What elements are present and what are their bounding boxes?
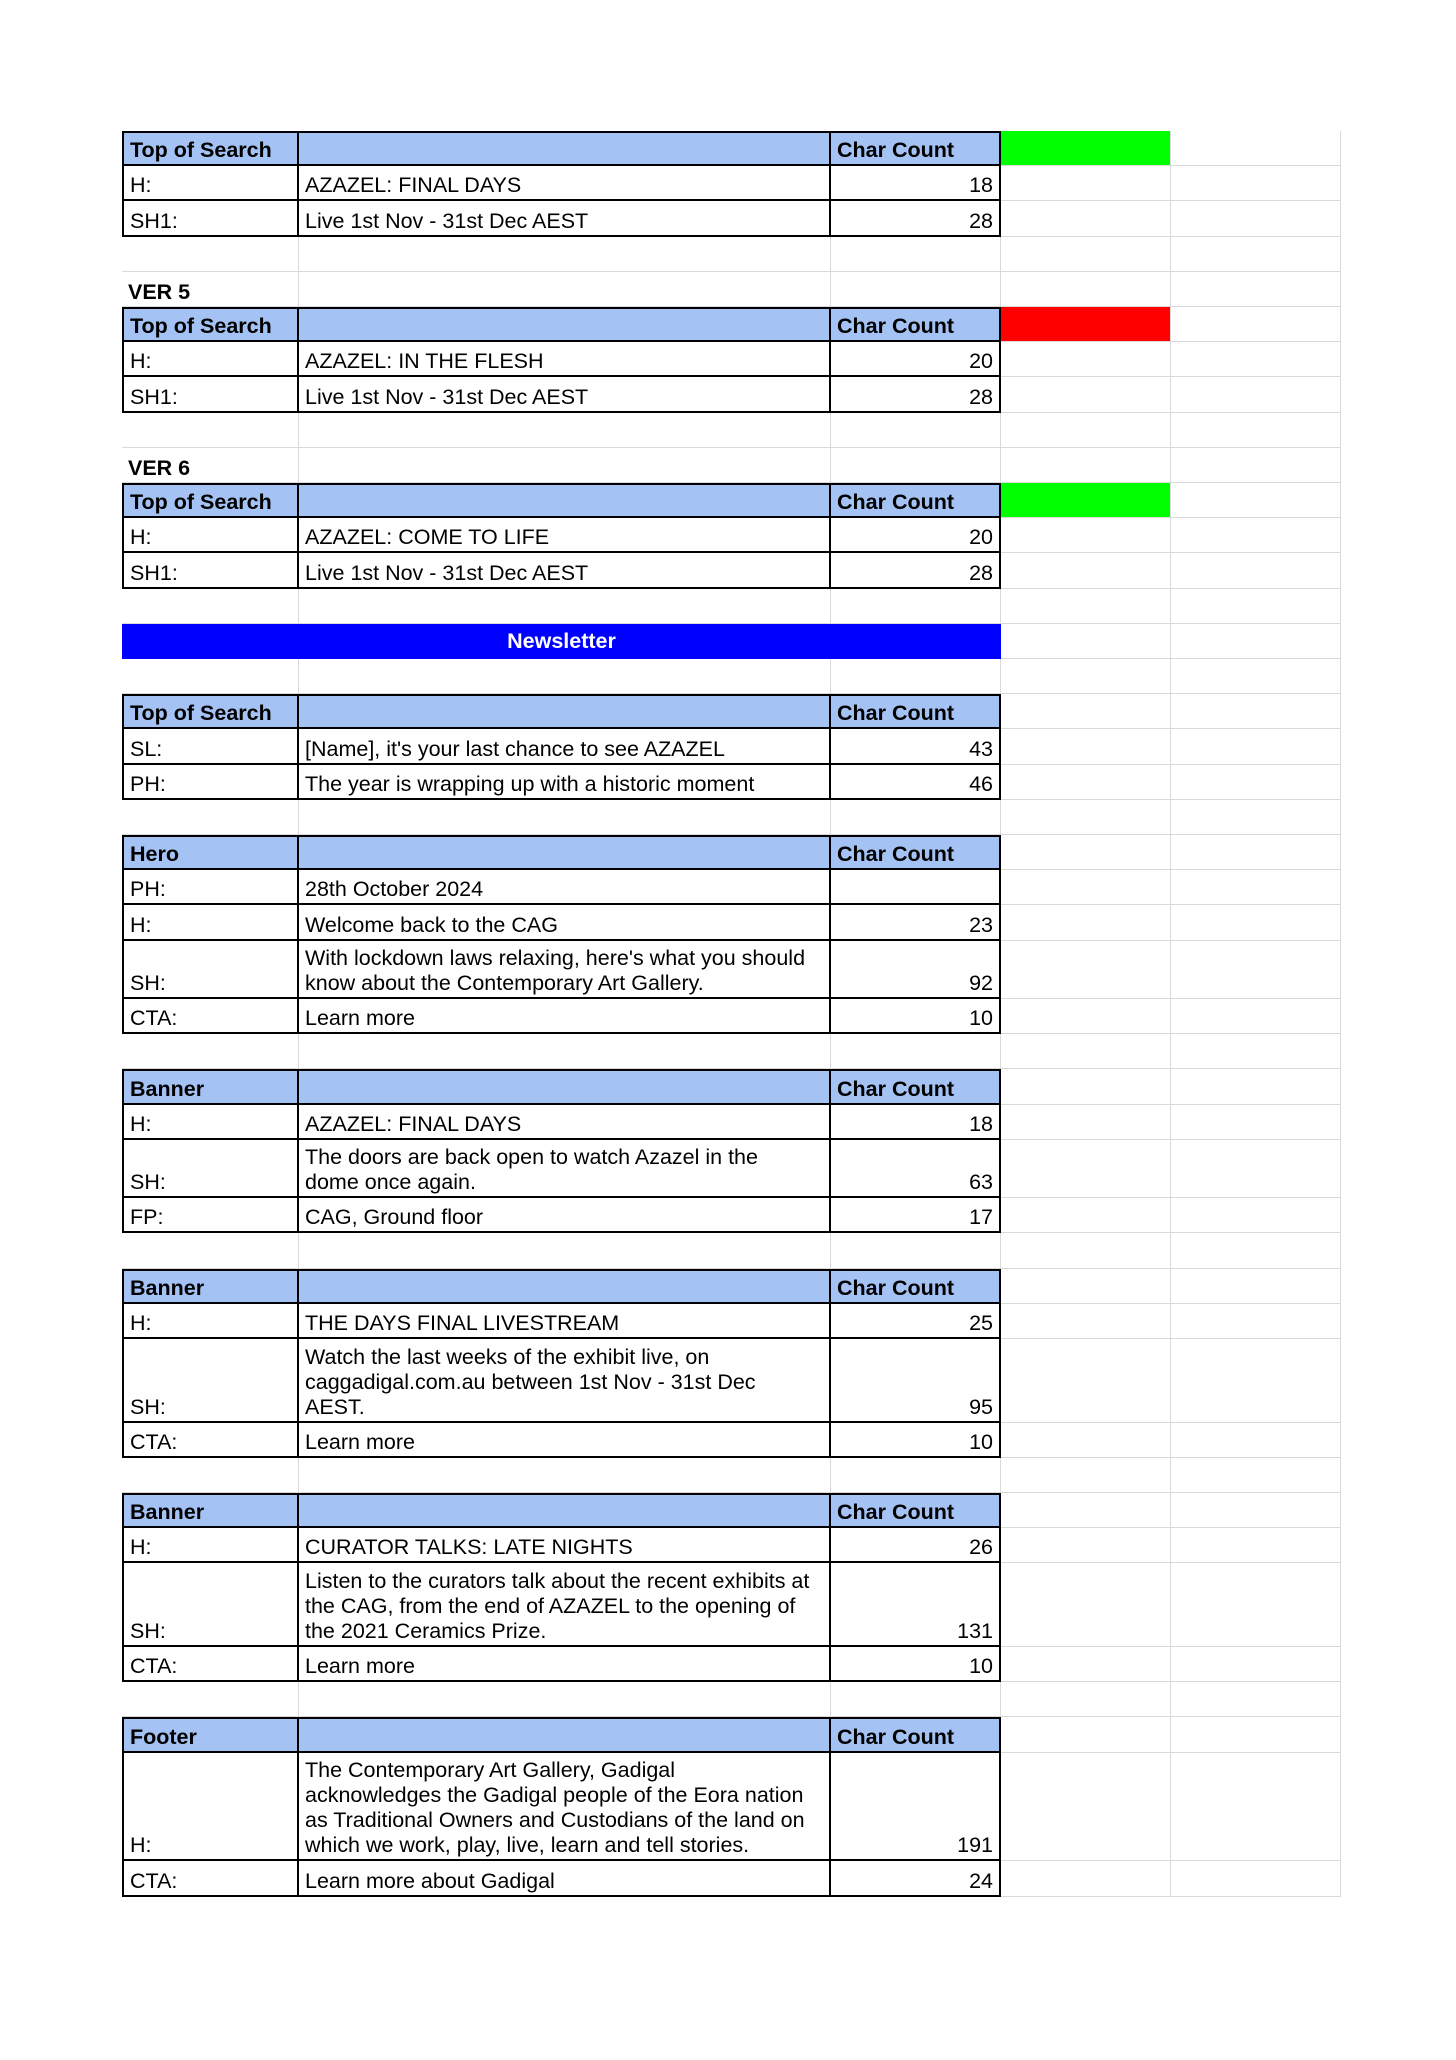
empty-cell[interactable] [1171,307,1341,342]
empty-cell[interactable] [831,1682,1001,1717]
status-indicator [1001,1069,1171,1104]
char-count-value[interactable]: 10 [831,1423,1001,1458]
char-count-value[interactable]: 23 [831,905,1001,940]
empty-cell[interactable] [1001,1105,1171,1140]
empty-cell[interactable] [831,1233,1001,1268]
table-header-blank[interactable] [299,1493,831,1528]
row-label[interactable]: CTA: [122,1861,299,1896]
empty-cell[interactable] [1171,1304,1341,1339]
table-header-title[interactable]: Banner [122,1069,299,1104]
copy-text-line: caggadigal.com.au between 1st Nov - 31st Dec [305,1369,756,1394]
empty-cell[interactable] [1001,553,1171,588]
empty-cell[interactable] [1171,729,1341,764]
empty-cell[interactable] [1171,1423,1341,1458]
empty-cell[interactable] [1171,1528,1341,1563]
empty-cell[interactable] [122,800,299,835]
empty-cell[interactable] [299,1458,831,1493]
empty-cell[interactable] [1171,553,1341,588]
empty-cell[interactable] [122,1682,299,1717]
empty-cell[interactable] [1001,1682,1171,1717]
empty-cell[interactable] [1001,1233,1171,1268]
empty-cell[interactable] [1001,272,1171,307]
row-copy-text[interactable]: Live 1st Nov - 31st Dec AEST [299,553,831,588]
char-count-header[interactable]: Char Count [831,1269,1001,1304]
char-count-header[interactable]: Char Count [831,483,1001,518]
empty-cell[interactable] [1171,166,1341,201]
char-count-header[interactable]: Char Count [831,1717,1001,1752]
row-copy-text[interactable]: AZAZEL: IN THE FLESH [299,342,831,377]
empty-cell[interactable] [1001,448,1171,483]
row-copy-text[interactable]: Live 1st Nov - 31st Dec AEST [299,201,831,236]
empty-cell[interactable] [1171,694,1341,729]
empty-cell[interactable] [299,272,831,307]
empty-cell[interactable] [1001,659,1171,694]
copy-text-line: The doors are back open to watch Azazel in the [305,1145,758,1170]
empty-cell[interactable] [831,659,1001,694]
empty-cell[interactable] [1001,1528,1171,1563]
empty-cell[interactable] [1171,835,1341,870]
empty-cell[interactable] [299,1034,831,1069]
empty-cell[interactable] [1001,870,1171,905]
row-label[interactable]: H: [122,1753,299,1862]
empty-cell[interactable] [831,1458,1001,1493]
row-copy-text[interactable]: THE DAYS FINAL LIVESTREAM [299,1304,831,1339]
row-copy-text[interactable]: [Name], it's your last chance to see AZAZEL [299,729,831,764]
char-count-value[interactable]: 46 [831,765,1001,800]
empty-cell[interactable] [1171,905,1341,940]
status-indicator [1001,1269,1171,1304]
empty-cell[interactable] [1171,1563,1341,1647]
row-copy-text[interactable]: CAG, Ground floor [299,1198,831,1233]
row-copy-text[interactable]: AZAZEL: FINAL DAYS [299,166,831,201]
char-count-value[interactable]: 10 [831,1647,1001,1682]
row-label[interactable]: SH: [122,1339,299,1423]
empty-cell[interactable] [1171,377,1341,412]
empty-cell[interactable] [831,237,1001,272]
empty-cell[interactable] [1171,999,1341,1034]
char-count-header[interactable]: Char Count [831,1493,1001,1528]
char-count-value[interactable] [831,870,1001,905]
empty-cell[interactable] [1001,729,1171,764]
status-indicator [1001,131,1171,166]
empty-cell[interactable] [299,1682,831,1717]
empty-cell[interactable] [1171,589,1341,624]
empty-cell[interactable] [122,659,299,694]
char-count-value[interactable]: 63 [831,1140,1001,1198]
char-count-value[interactable]: 17 [831,1198,1001,1233]
empty-cell[interactable] [1171,765,1341,800]
empty-cell[interactable] [1171,1105,1341,1140]
row-label[interactable]: SH: [122,941,299,999]
empty-cell[interactable] [1001,905,1171,940]
empty-cell[interactable] [1171,413,1341,448]
row-label[interactable]: SH: [122,1140,299,1198]
empty-cell[interactable] [1171,1717,1341,1752]
copy-text-line: acknowledges the Gadigal people of the Eora nation [305,1783,804,1808]
row-label[interactable]: SH1: [122,553,299,588]
table-header-title[interactable]: Banner [122,1493,299,1528]
row-label[interactable]: SL: [122,729,299,764]
table-header-blank[interactable] [299,1717,831,1752]
status-indicator [1001,483,1171,518]
row-copy-text[interactable]: Learn more [299,1647,831,1682]
row-label[interactable]: H: [122,518,299,553]
row-copy-text[interactable] [299,1140,831,1198]
empty-cell[interactable] [122,1233,299,1268]
empty-cell[interactable] [1001,1647,1171,1682]
status-indicator [1001,835,1171,870]
row-label[interactable]: CTA: [122,999,299,1034]
empty-cell[interactable] [1171,272,1341,307]
empty-cell[interactable] [831,272,1001,307]
empty-cell[interactable] [1171,1140,1341,1198]
empty-cell[interactable] [1001,589,1171,624]
copy-text-line: the CAG, from the end of AZAZEL to the opening of [305,1593,796,1618]
status-indicator [1001,694,1171,729]
table-header-blank[interactable] [299,307,831,342]
row-label[interactable]: SH: [122,1563,299,1647]
empty-cell[interactable] [1171,1647,1341,1682]
empty-cell[interactable] [1001,1339,1171,1423]
row-label[interactable]: SH1: [122,377,299,412]
empty-cell[interactable] [1171,1493,1341,1528]
empty-cell[interactable] [1001,765,1171,800]
empty-cell[interactable] [1171,1339,1341,1423]
newsletter-banner: Newsletter [122,624,1001,659]
empty-cell[interactable] [1001,999,1171,1034]
empty-cell[interactable] [1001,624,1171,659]
copy-text-line: The Contemporary Art Gallery, Gadigal [305,1758,676,1783]
empty-cell[interactable] [122,589,299,624]
row-copy-text[interactable]: Live 1st Nov - 31st Dec AEST [299,377,831,412]
row-label[interactable]: H: [122,1304,299,1339]
char-count-value[interactable]: 28 [831,553,1001,588]
empty-cell[interactable] [299,800,831,835]
empty-cell[interactable] [1171,483,1341,518]
table-header-title[interactable]: Top of Search [122,694,299,729]
empty-cell[interactable] [1171,1233,1341,1268]
empty-cell[interactable] [1171,1034,1341,1069]
status-indicator [1001,1717,1171,1752]
char-count-header[interactable]: Char Count [831,1069,1001,1104]
empty-cell[interactable] [299,448,831,483]
empty-cell[interactable] [1001,201,1171,236]
empty-cell[interactable] [1001,237,1171,272]
row-label[interactable]: H: [122,342,299,377]
empty-cell[interactable] [1001,1304,1171,1339]
empty-cell[interactable] [299,1233,831,1268]
copy-text-line: With lockdown laws relaxing, here's what you should [305,945,806,970]
empty-cell[interactable] [831,448,1001,483]
empty-cell[interactable] [1171,131,1341,166]
empty-cell[interactable] [1171,800,1341,835]
char-count-value[interactable]: 43 [831,729,1001,764]
copy-text-line: dome once again. [305,1170,476,1195]
table-header-blank[interactable] [299,131,831,166]
empty-cell[interactable] [1001,1458,1171,1493]
empty-cell[interactable] [122,413,299,448]
empty-cell[interactable] [1171,1861,1341,1896]
empty-cell[interactable] [1171,659,1341,694]
table-header-title[interactable]: Footer [122,1717,299,1752]
empty-cell[interactable] [122,1034,299,1069]
empty-cell[interactable] [1171,1198,1341,1233]
copy-text-line: as Traditional Owners and Custodians of the land on [305,1808,805,1833]
char-count-header[interactable]: Char Count [831,307,1001,342]
copy-text-line: Watch the last weeks of the exhibit live, on [305,1344,710,1369]
char-count-value[interactable]: 18 [831,1105,1001,1140]
empty-cell[interactable] [1171,870,1341,905]
empty-cell[interactable] [1001,1034,1171,1069]
char-count-header[interactable]: Char Count [831,835,1001,870]
row-copy-text[interactable]: AZAZEL: FINAL DAYS [299,1105,831,1140]
empty-cell[interactable] [1171,237,1341,272]
status-indicator [1001,307,1171,342]
table-header-blank[interactable] [299,1069,831,1104]
empty-cell[interactable] [1171,1458,1341,1493]
empty-cell[interactable] [831,413,1001,448]
char-count-value[interactable]: 92 [831,941,1001,999]
row-copy-text[interactable] [299,1753,831,1862]
char-count-value[interactable]: 24 [831,1861,1001,1896]
empty-cell[interactable] [299,413,831,448]
empty-cell[interactable] [1001,1861,1171,1896]
char-count-value[interactable]: 26 [831,1528,1001,1563]
row-copy-text[interactable] [299,1339,831,1423]
row-copy-text[interactable]: Learn more [299,1423,831,1458]
copy-text-line: AEST. [305,1394,365,1419]
row-label[interactable]: PH: [122,870,299,905]
version-label[interactable]: VER 6 [122,448,299,483]
empty-cell[interactable] [1001,1198,1171,1233]
empty-cell[interactable] [831,589,1001,624]
row-label[interactable]: H: [122,1528,299,1563]
row-copy-text[interactable] [299,1563,831,1647]
row-label[interactable]: CTA: [122,1647,299,1682]
empty-cell[interactable] [831,1034,1001,1069]
row-label[interactable]: H: [122,166,299,201]
row-label[interactable]: H: [122,1105,299,1140]
table-header-blank[interactable] [299,1269,831,1304]
copy-text-line: Listen to the curators talk about the recent exhibits at [305,1568,810,1593]
empty-cell[interactable] [299,659,831,694]
empty-cell[interactable] [1171,941,1341,999]
table-header-title[interactable]: Top of Search [122,483,299,518]
char-count-value[interactable]: 20 [831,342,1001,377]
empty-cell[interactable] [1171,448,1341,483]
empty-cell[interactable] [1001,1140,1171,1198]
empty-cell[interactable] [1001,342,1171,377]
row-copy-text[interactable]: CURATOR TALKS: LATE NIGHTS [299,1528,831,1563]
row-label[interactable]: FP: [122,1198,299,1233]
table-header-title[interactable]: Banner [122,1269,299,1304]
char-count-value[interactable]: 28 [831,201,1001,236]
empty-cell[interactable] [1171,518,1341,553]
table-header-blank[interactable] [299,483,831,518]
copy-text-line: which we work, play, live, learn and tell stories. [305,1833,750,1858]
row-copy-text[interactable]: The year is wrapping up with a historic moment [299,765,831,800]
version-label[interactable]: VER 5 [122,272,299,307]
empty-cell[interactable] [1171,624,1341,659]
empty-cell[interactable] [831,800,1001,835]
empty-cell[interactable] [122,1458,299,1493]
empty-cell[interactable] [1001,166,1171,201]
row-label[interactable]: SH1: [122,201,299,236]
row-copy-text[interactable]: Welcome back to the CAG [299,905,831,940]
row-copy-text[interactable]: 28th October 2024 [299,870,831,905]
empty-cell[interactable] [1001,518,1171,553]
empty-cell[interactable] [1171,1682,1341,1717]
empty-cell[interactable] [1001,1753,1171,1862]
row-copy-text[interactable]: Learn more [299,999,831,1034]
row-copy-text[interactable] [299,941,831,999]
empty-cell[interactable] [1001,1563,1171,1647]
empty-cell[interactable] [299,237,831,272]
row-label[interactable]: CTA: [122,1423,299,1458]
empty-cell[interactable] [1001,941,1171,999]
empty-cell[interactable] [1171,201,1341,236]
char-count-value[interactable]: 25 [831,1304,1001,1339]
empty-cell[interactable] [1171,342,1341,377]
char-count-value[interactable]: 191 [831,1753,1001,1862]
char-count-value[interactable]: 10 [831,999,1001,1034]
table-header-blank[interactable] [299,694,831,729]
copy-text-line: the 2021 Ceramics Prize. [305,1618,547,1643]
empty-cell[interactable] [1171,1069,1341,1104]
char-count-header[interactable]: Char Count [831,694,1001,729]
empty-cell[interactable] [1001,1423,1171,1458]
copy-text-line: know about the Contemporary Art Gallery. [305,970,704,995]
empty-cell[interactable] [1001,800,1171,835]
row-label[interactable]: H: [122,905,299,940]
row-copy-text[interactable]: Learn more about Gadigal [299,1861,831,1896]
empty-cell[interactable] [299,589,831,624]
empty-cell[interactable] [1171,1269,1341,1304]
table-header-blank[interactable] [299,835,831,870]
empty-cell[interactable] [122,237,299,272]
char-count-value[interactable]: 131 [831,1563,1001,1647]
table-header-title[interactable]: Top of Search [122,131,299,166]
char-count-value[interactable]: 28 [831,377,1001,412]
char-count-value[interactable]: 20 [831,518,1001,553]
empty-cell[interactable] [1171,1753,1341,1862]
char-count-value[interactable]: 95 [831,1339,1001,1423]
char-count-value[interactable]: 18 [831,166,1001,201]
row-copy-text[interactable]: AZAZEL: COME TO LIFE [299,518,831,553]
table-header-title[interactable]: Top of Search [122,307,299,342]
row-label[interactable]: PH: [122,765,299,800]
empty-cell[interactable] [1001,377,1171,412]
empty-cell[interactable] [1001,413,1171,448]
status-indicator [1001,1493,1171,1528]
char-count-header[interactable]: Char Count [831,131,1001,166]
table-header-title[interactable]: Hero [122,835,299,870]
